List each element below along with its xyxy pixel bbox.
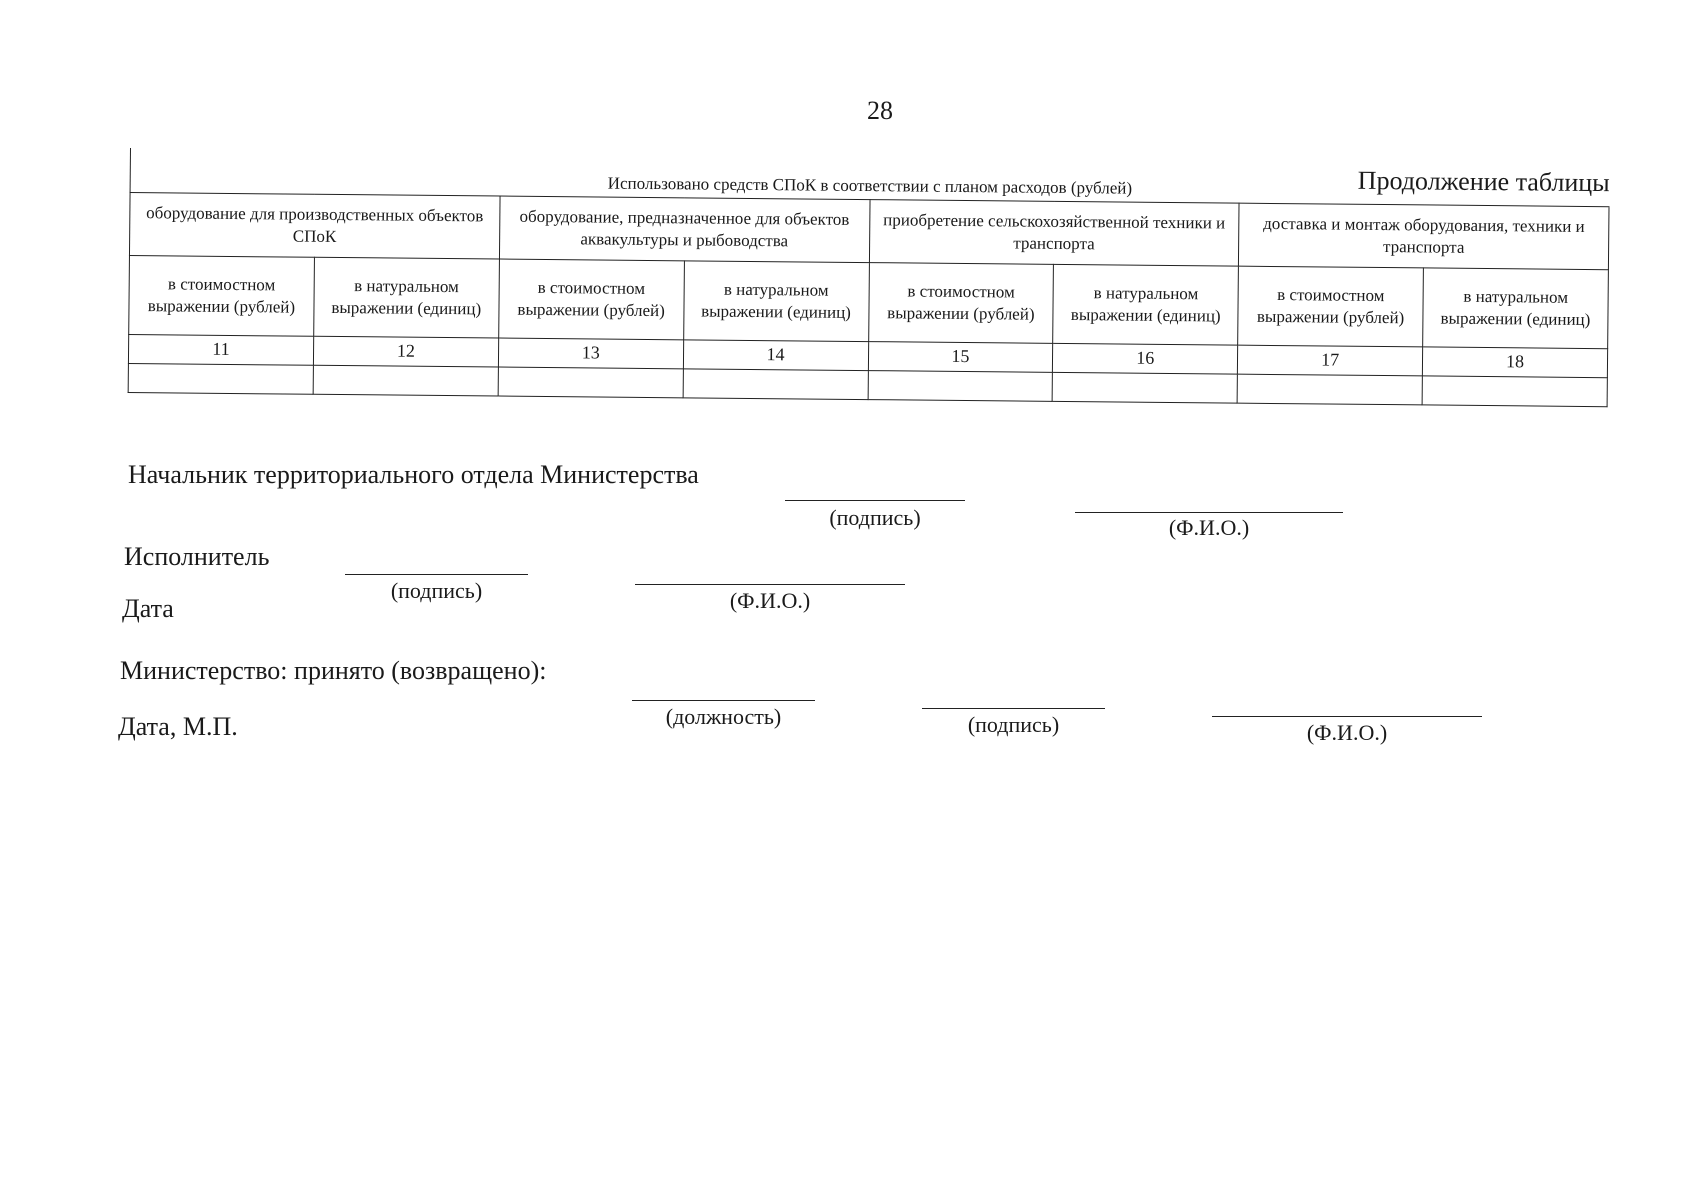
table-cell-empty[interactable] (128, 363, 313, 394)
continuation-label: Продолжение таблицы (1352, 166, 1610, 198)
subheader-14: в натуральном выражении (единиц) (683, 261, 869, 342)
head-sign-caption: (подпись) (829, 505, 921, 530)
ministry-name-caption: (Ф.И.О.) (1306, 720, 1388, 745)
table-cell-empty[interactable] (313, 365, 498, 396)
column-number-15: 15 (868, 342, 1053, 373)
table-cell-empty[interactable] (683, 369, 868, 400)
ministry-position-caption: (должность) (665, 704, 782, 729)
subheader-11: в стоимостном выражении (рублей) (129, 255, 315, 336)
ministry-label: Министерство: принято (возвращено): (120, 656, 547, 685)
table-container (128, 148, 1610, 407)
column-number-11: 11 (128, 334, 313, 365)
column-number-16: 16 (1053, 343, 1238, 374)
ministry-sign-line[interactable] (922, 708, 1105, 709)
executor-label: Исполнитель (124, 542, 270, 571)
column-number-12: 12 (313, 336, 498, 367)
group-header-1: оборудование для производственных объектов СПоК (129, 193, 499, 260)
date-label: Дата (122, 594, 174, 623)
page-number: 28 (867, 96, 893, 125)
column-number-13: 13 (498, 338, 683, 369)
ministry-sign-caption: (подпись) (967, 712, 1060, 737)
table-cell-empty[interactable] (1237, 374, 1422, 405)
head-name-caption: (Ф.И.О.) (1168, 515, 1250, 540)
group-header-4: доставка и монтаж оборудования, техники и транспорта (1239, 203, 1609, 270)
head-name-line[interactable] (1075, 512, 1343, 513)
group-header-2: оборудование, предназначенное для объектов аквакультуры и рыбоводства (499, 196, 869, 263)
subheader-15: в стоимостном выражении (рублей) (868, 263, 1054, 344)
subheader-17: в стоимостном выражении (рублей) (1238, 266, 1424, 347)
column-number-14: 14 (683, 340, 868, 371)
executor-name-caption: (Ф.И.О.) (729, 588, 811, 613)
table-cell-empty[interactable] (1422, 376, 1607, 407)
table-cell-empty[interactable] (498, 367, 683, 398)
subheader-12: в натуральном выражении (единиц) (314, 257, 500, 338)
executor-name-line[interactable] (635, 584, 905, 585)
executor-sign-line[interactable] (345, 574, 528, 575)
ministry-date-label: Дата, М.П. (118, 712, 238, 741)
column-number-18: 18 (1422, 347, 1607, 378)
subheader-13: в стоимостном выражении (рублей) (498, 259, 684, 340)
top-header-text: Использовано средств СПоК в соответствии с планом расходов (рублей) (607, 173, 1133, 198)
ministry-position-line[interactable] (632, 700, 815, 701)
subheader-16: в натуральном выражении (единиц) (1053, 264, 1239, 345)
head-sign-line[interactable] (785, 500, 965, 501)
column-number-17: 17 (1238, 345, 1423, 376)
head-label: Начальник территориального отдела Министерства (128, 460, 699, 489)
table-subheader-row (129, 255, 1609, 348)
table-cell-empty[interactable] (1052, 372, 1237, 403)
ministry-name-line[interactable] (1212, 716, 1482, 717)
subheader-18: в натуральном выражении (единиц) (1423, 268, 1609, 349)
table-cell-empty[interactable] (868, 371, 1053, 402)
executor-sign-caption: (подпись) (390, 578, 483, 603)
group-header-3: приобретение сельскохозяйственной техники и транспорта (869, 200, 1239, 267)
